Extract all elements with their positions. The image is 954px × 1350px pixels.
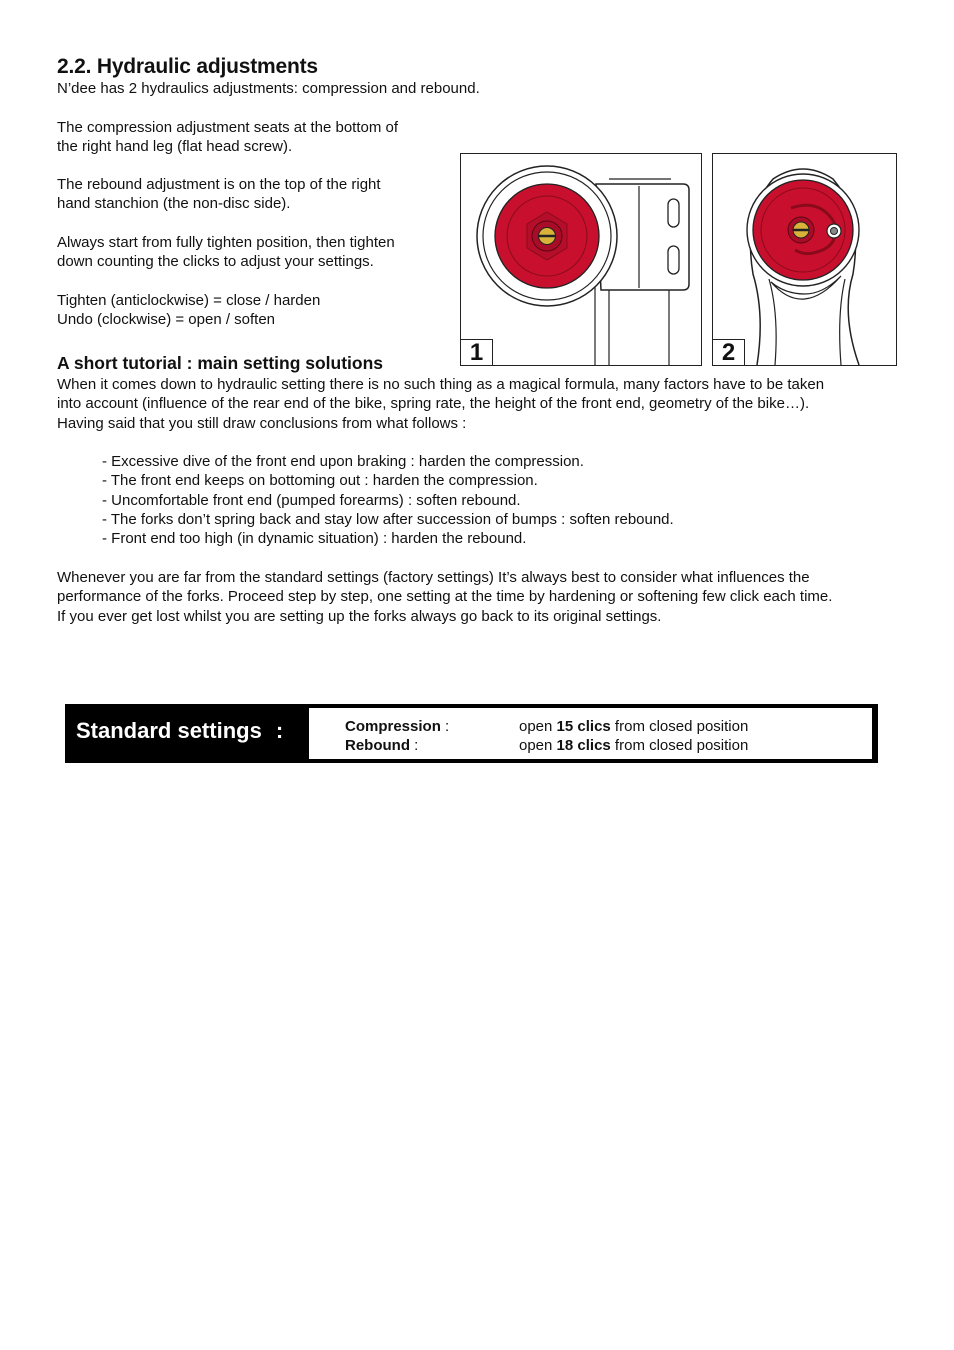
list-item: - The forks don’t spring back and stay low after succession of bumps : soften rebound. [102, 510, 674, 528]
start-line-2: down counting the clicks to adjust your settings. [57, 253, 374, 271]
standard-settings-title [76, 718, 283, 744]
rebound-setting-label [345, 737, 418, 754]
rebound-suffix: from closed position [610, 737, 749, 754]
tutorial-intro-line-2: into account (influence of the rear end of the bike, spring rate, the height of the front end, geometry of the bike…). [57, 395, 810, 413]
rebound-line-2: hand stanchion (the non-disc side). [57, 195, 291, 213]
figure-rebound-adjuster [712, 153, 897, 366]
tutorial-closing-line-2: performance of the forks. Proceed step by step, one setting at the time by hardening or softening few click each time. [57, 588, 833, 606]
compression-line-1: The compression adjustment seats at the bottom of [57, 119, 399, 136]
tutorial-closing-paragraph [57, 568, 907, 626]
section-title: 2.2. Hydraulic adjustments [57, 55, 318, 78]
compression-suffix: from closed position [610, 718, 749, 735]
rebound-line-1: The rebound adjustment is on the top of the right [57, 176, 381, 193]
rebound-adjuster-illustration [713, 154, 896, 365]
intro-text: N’dee has 2 hydraulics adjustments: compression and rebound. [57, 80, 480, 97]
list-item: - The front end keeps on bottoming out : harden the compression. [102, 472, 538, 490]
rebound-open: open [519, 737, 557, 754]
list-item: - Excessive dive of the front end upon braking : harden the compression. [102, 453, 584, 470]
tutorial-closing-line-1: Whenever you are far from the standard settings (factory settings) It’s always best to consider what influences the [57, 569, 810, 586]
compression-setting-label [345, 718, 449, 735]
start-paragraph [57, 233, 395, 272]
direction-paragraph [57, 291, 320, 330]
compression-adjuster-illustration [461, 154, 701, 365]
tighten-line: Tighten (anticlockwise) = close / harden [57, 292, 321, 309]
compression-sep: : [440, 718, 450, 735]
tutorial-list [102, 452, 674, 548]
list-item: - Front end too high (in dynamic situation) : harden the rebound. [102, 530, 527, 548]
rebound-sep: : [410, 737, 419, 754]
compression-label: Compression [345, 718, 441, 735]
list-item: - Uncomfortable front end (pumped forearms) : soften rebound. [102, 491, 521, 509]
start-line-1: Always start from fully tighten position, then tighten [57, 234, 395, 251]
tutorial-intro-line-3: Having said that you still draw conclusions from what follows : [57, 414, 467, 432]
tutorial-closing-line-3: If you ever get lost whilst you are setting up the forks always go back to its original settings. [57, 607, 662, 625]
undo-line: Undo (clockwise) = open / soften [57, 311, 276, 329]
standard-settings-box [65, 704, 878, 763]
compression-setting-value [519, 718, 748, 735]
figure-compression-adjuster [460, 153, 702, 366]
compression-line-2: the right hand leg (flat head screw). [57, 138, 293, 156]
rebound-setting-value [519, 737, 748, 754]
rebound-label: Rebound [345, 737, 410, 754]
tutorial-title: A short tutorial : main setting solutions [57, 353, 384, 373]
tutorial-intro-line-1: When it comes down to hydraulic setting there is no such thing as a magical formula, many factors have to be taken [57, 376, 825, 393]
figure-number-2: 2 [713, 339, 745, 365]
tutorial-intro-paragraph [57, 375, 907, 433]
compression-paragraph [57, 118, 398, 157]
rebound-clics: 18 clics [556, 737, 611, 754]
compression-clics: 15 clics [556, 718, 611, 735]
standard-settings-label: Standard settings [76, 718, 262, 743]
rebound-paragraph [57, 175, 381, 214]
compression-open: open [519, 718, 557, 735]
figure-number-1: 1 [461, 339, 493, 365]
standard-settings-colon: : [275, 718, 284, 743]
standard-settings-panel [309, 708, 872, 759]
